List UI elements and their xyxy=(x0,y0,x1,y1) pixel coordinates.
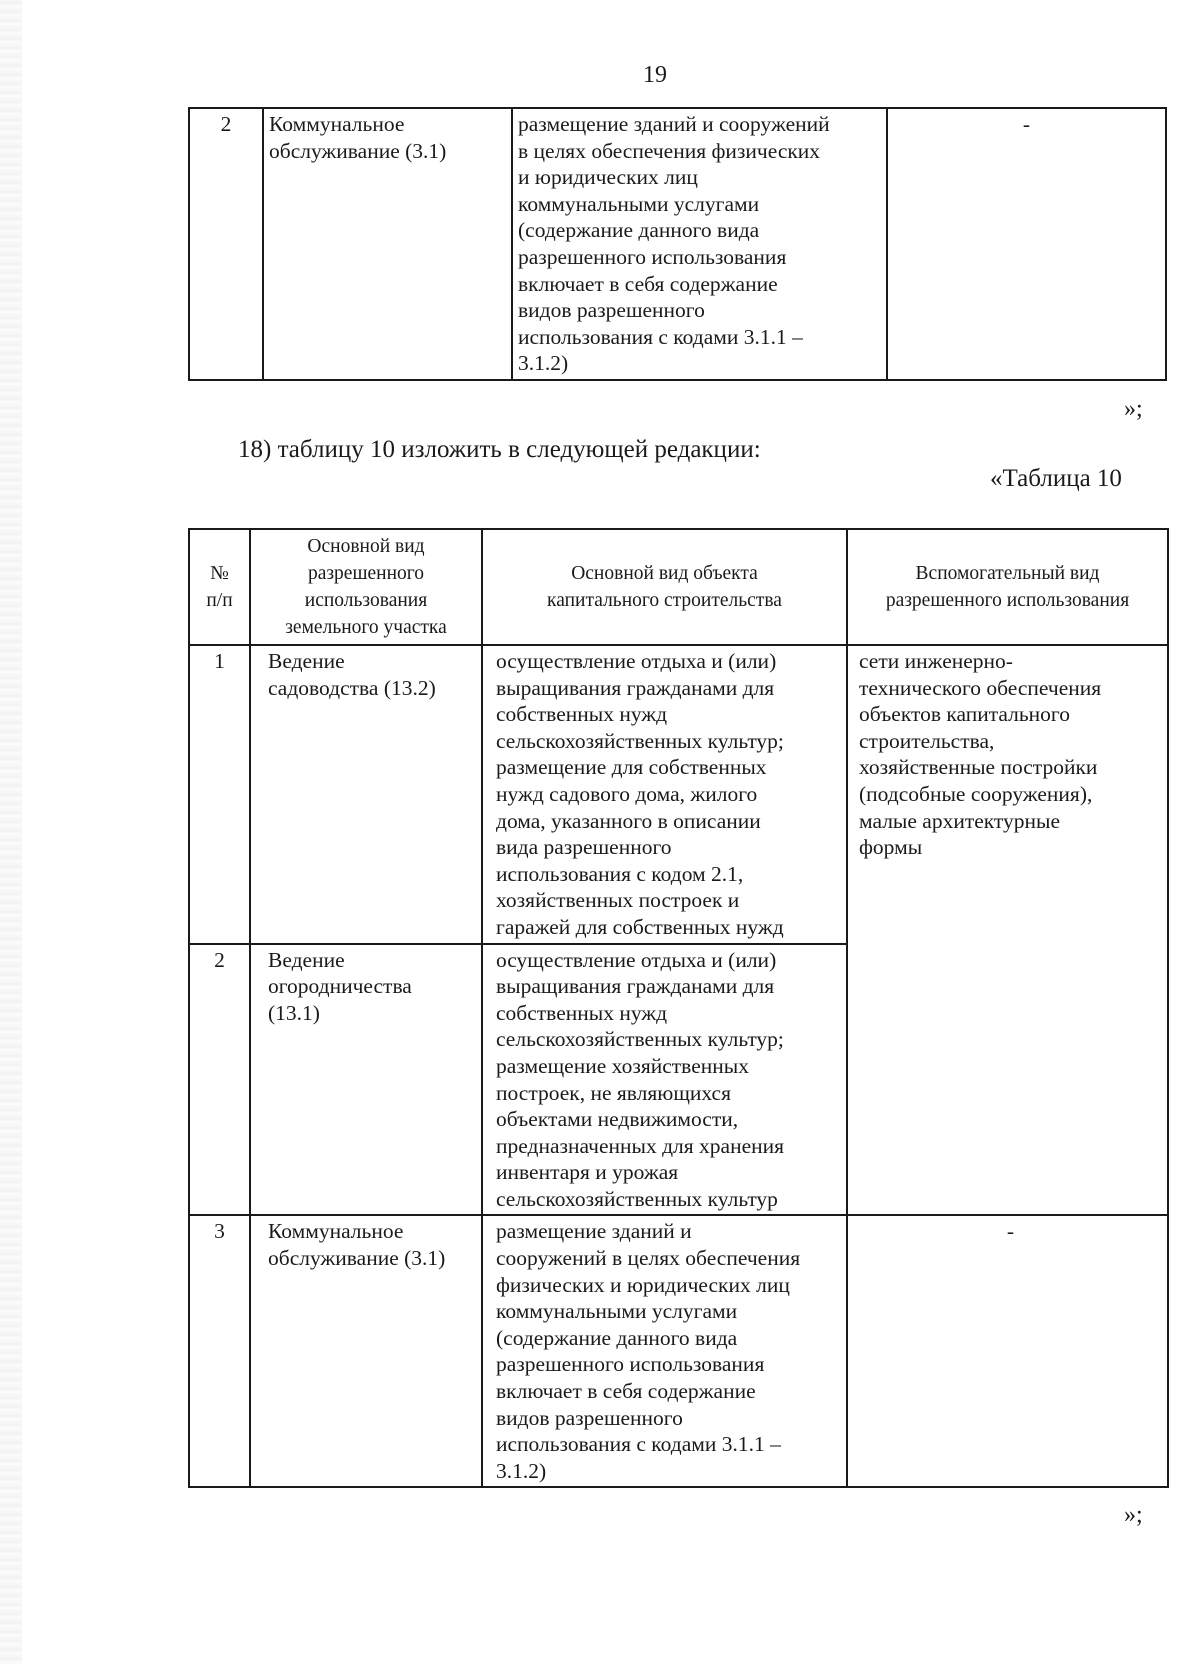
text-line: обслуживание (3.1) xyxy=(268,1246,446,1271)
text-line: объектами недвижимости, xyxy=(496,1107,739,1132)
auxiliary-use: - xyxy=(847,1215,1168,1487)
text-line: размещение хозяйственных xyxy=(496,1053,749,1078)
text-line: (содержание данного вида xyxy=(496,1325,738,1350)
text-line: технического обеспечения xyxy=(859,675,1102,700)
text-line: собственных нужд xyxy=(496,702,668,727)
text-line: п/п xyxy=(206,590,233,611)
continuation-table xyxy=(188,107,1167,381)
text-line: разрешенного xyxy=(307,563,425,584)
text-line: размещение зданий и xyxy=(496,1219,692,1244)
text-line: использования xyxy=(304,590,428,611)
text-line: выращивания гражданами для xyxy=(496,675,775,700)
text-line: огородничества xyxy=(268,974,412,999)
text-line: формы xyxy=(859,835,923,860)
text-line: сельскохозяйственных культур; xyxy=(496,1027,784,1052)
text-line: предназначенных для хранения xyxy=(496,1133,785,1158)
text-line: малые архитектурные xyxy=(859,808,1061,833)
text-line: инвентаря и урожая xyxy=(496,1160,679,1185)
text-line: Вспомогательный вид xyxy=(915,563,1100,584)
header-auxiliary xyxy=(847,529,1168,645)
row-number: 1 xyxy=(189,645,250,944)
amendment-instruction: 18) таблицу 10 изложить в следующей редакции: xyxy=(238,436,761,463)
text-line: земельного участка xyxy=(285,617,447,638)
text-line: и юридических лиц xyxy=(518,165,698,190)
row-number: 3 xyxy=(189,1215,250,1487)
text-line: хозяйственных построек и xyxy=(496,888,740,913)
row-number: 2 xyxy=(189,944,250,1216)
text-line: строительства, xyxy=(859,728,995,753)
land-use-name: Коммунальное обслуживание (3.1) xyxy=(263,108,512,380)
text-line: объектов капитального xyxy=(859,702,1070,727)
text-line: нужд садового дома, жилого xyxy=(496,781,758,806)
table-row xyxy=(189,1215,1168,1487)
text-line: Коммунальное xyxy=(268,1219,404,1244)
text-line: дома, указанного в описании xyxy=(496,808,761,833)
auxiliary-use xyxy=(847,645,1168,1215)
text-line: разрешенного использования xyxy=(496,1352,765,1377)
closing-quote: »; xyxy=(1124,1502,1143,1528)
text-line: использования с кодом 2.1, xyxy=(496,861,744,886)
text-line: гаражей для собственных нужд xyxy=(496,914,784,939)
text-line: сельскохозяйственных культур; xyxy=(496,728,784,753)
text-line: физических и юридических лиц xyxy=(496,1272,790,1297)
text-line: сельскохозяйственных культур xyxy=(496,1186,778,1211)
table-10 xyxy=(188,528,1169,1488)
header-land-use xyxy=(250,529,482,645)
text-line: вида разрешенного xyxy=(496,835,672,860)
text-line: использования с кодами 3.1.1 – xyxy=(496,1432,781,1457)
scan-edge-noise xyxy=(0,0,22,1664)
text-line: садоводства (13.2) xyxy=(268,675,436,700)
object-description xyxy=(482,1215,847,1487)
text-line: Основной вид объекта xyxy=(571,563,758,584)
object-description xyxy=(482,944,847,1216)
table-header-row xyxy=(189,529,1168,645)
table-row xyxy=(189,645,1168,944)
text-line: построек, не являющихся xyxy=(496,1080,731,1105)
text-line: включает в себя содержание xyxy=(496,1379,756,1404)
text-line: Ведение xyxy=(268,649,345,673)
text-line: 3.1.2) xyxy=(518,351,569,376)
text-line: хозяйственные постройки xyxy=(859,755,1098,780)
closing-quote: »; xyxy=(1124,396,1143,422)
text-line: (содержание данного вида xyxy=(518,218,760,243)
text-line: коммунальными услугами xyxy=(496,1299,738,1324)
table-row xyxy=(189,108,1166,380)
text-line: сооружений в целях обеспечения xyxy=(496,1246,801,1271)
land-use-name xyxy=(250,944,482,1216)
text-line: собственных нужд xyxy=(496,1000,668,1025)
object-description xyxy=(512,108,887,380)
text-line: 3.1.2) xyxy=(496,1458,547,1483)
land-use-name xyxy=(250,1215,482,1487)
text-line: (13.1) xyxy=(268,1000,320,1025)
text-line: Основной вид xyxy=(307,536,425,557)
text-line: в целях обеспечения физических xyxy=(518,138,821,163)
text-line: осуществление отдыха и (или) xyxy=(496,947,777,972)
text-line: Ведение xyxy=(268,947,345,972)
text-line: № xyxy=(210,563,229,584)
table-caption: «Таблица 10 xyxy=(990,465,1122,492)
text-line: разрешенного использования xyxy=(885,590,1130,611)
text-line: включает в себя содержание xyxy=(518,271,778,296)
text-line: (подсобные сооружения), xyxy=(859,781,1093,806)
text-line: использования с кодами 3.1.1 – xyxy=(518,324,803,349)
row-number: 2 xyxy=(189,108,263,380)
text-line: осуществление отдыха и (или) xyxy=(496,649,777,673)
header-object xyxy=(482,529,847,645)
page-number: 19 xyxy=(643,62,667,88)
text-line: разрешенного использования xyxy=(518,244,787,269)
text-line: видов разрешенного xyxy=(496,1405,683,1430)
text-line: видов разрешенного xyxy=(518,298,705,323)
text-line: размещение для собственных xyxy=(496,755,767,780)
text-line: размещение зданий и сооружений xyxy=(518,112,830,136)
text-line: капитального строительства xyxy=(547,590,782,611)
text-line: выращивания гражданами для xyxy=(496,974,775,999)
header-num xyxy=(189,529,250,645)
auxiliary-use: - xyxy=(887,108,1166,380)
text-line: сети инженерно- xyxy=(859,649,1013,673)
object-description xyxy=(482,645,847,944)
land-use-name xyxy=(250,645,482,944)
text-line: коммунальными услугами xyxy=(518,191,760,216)
